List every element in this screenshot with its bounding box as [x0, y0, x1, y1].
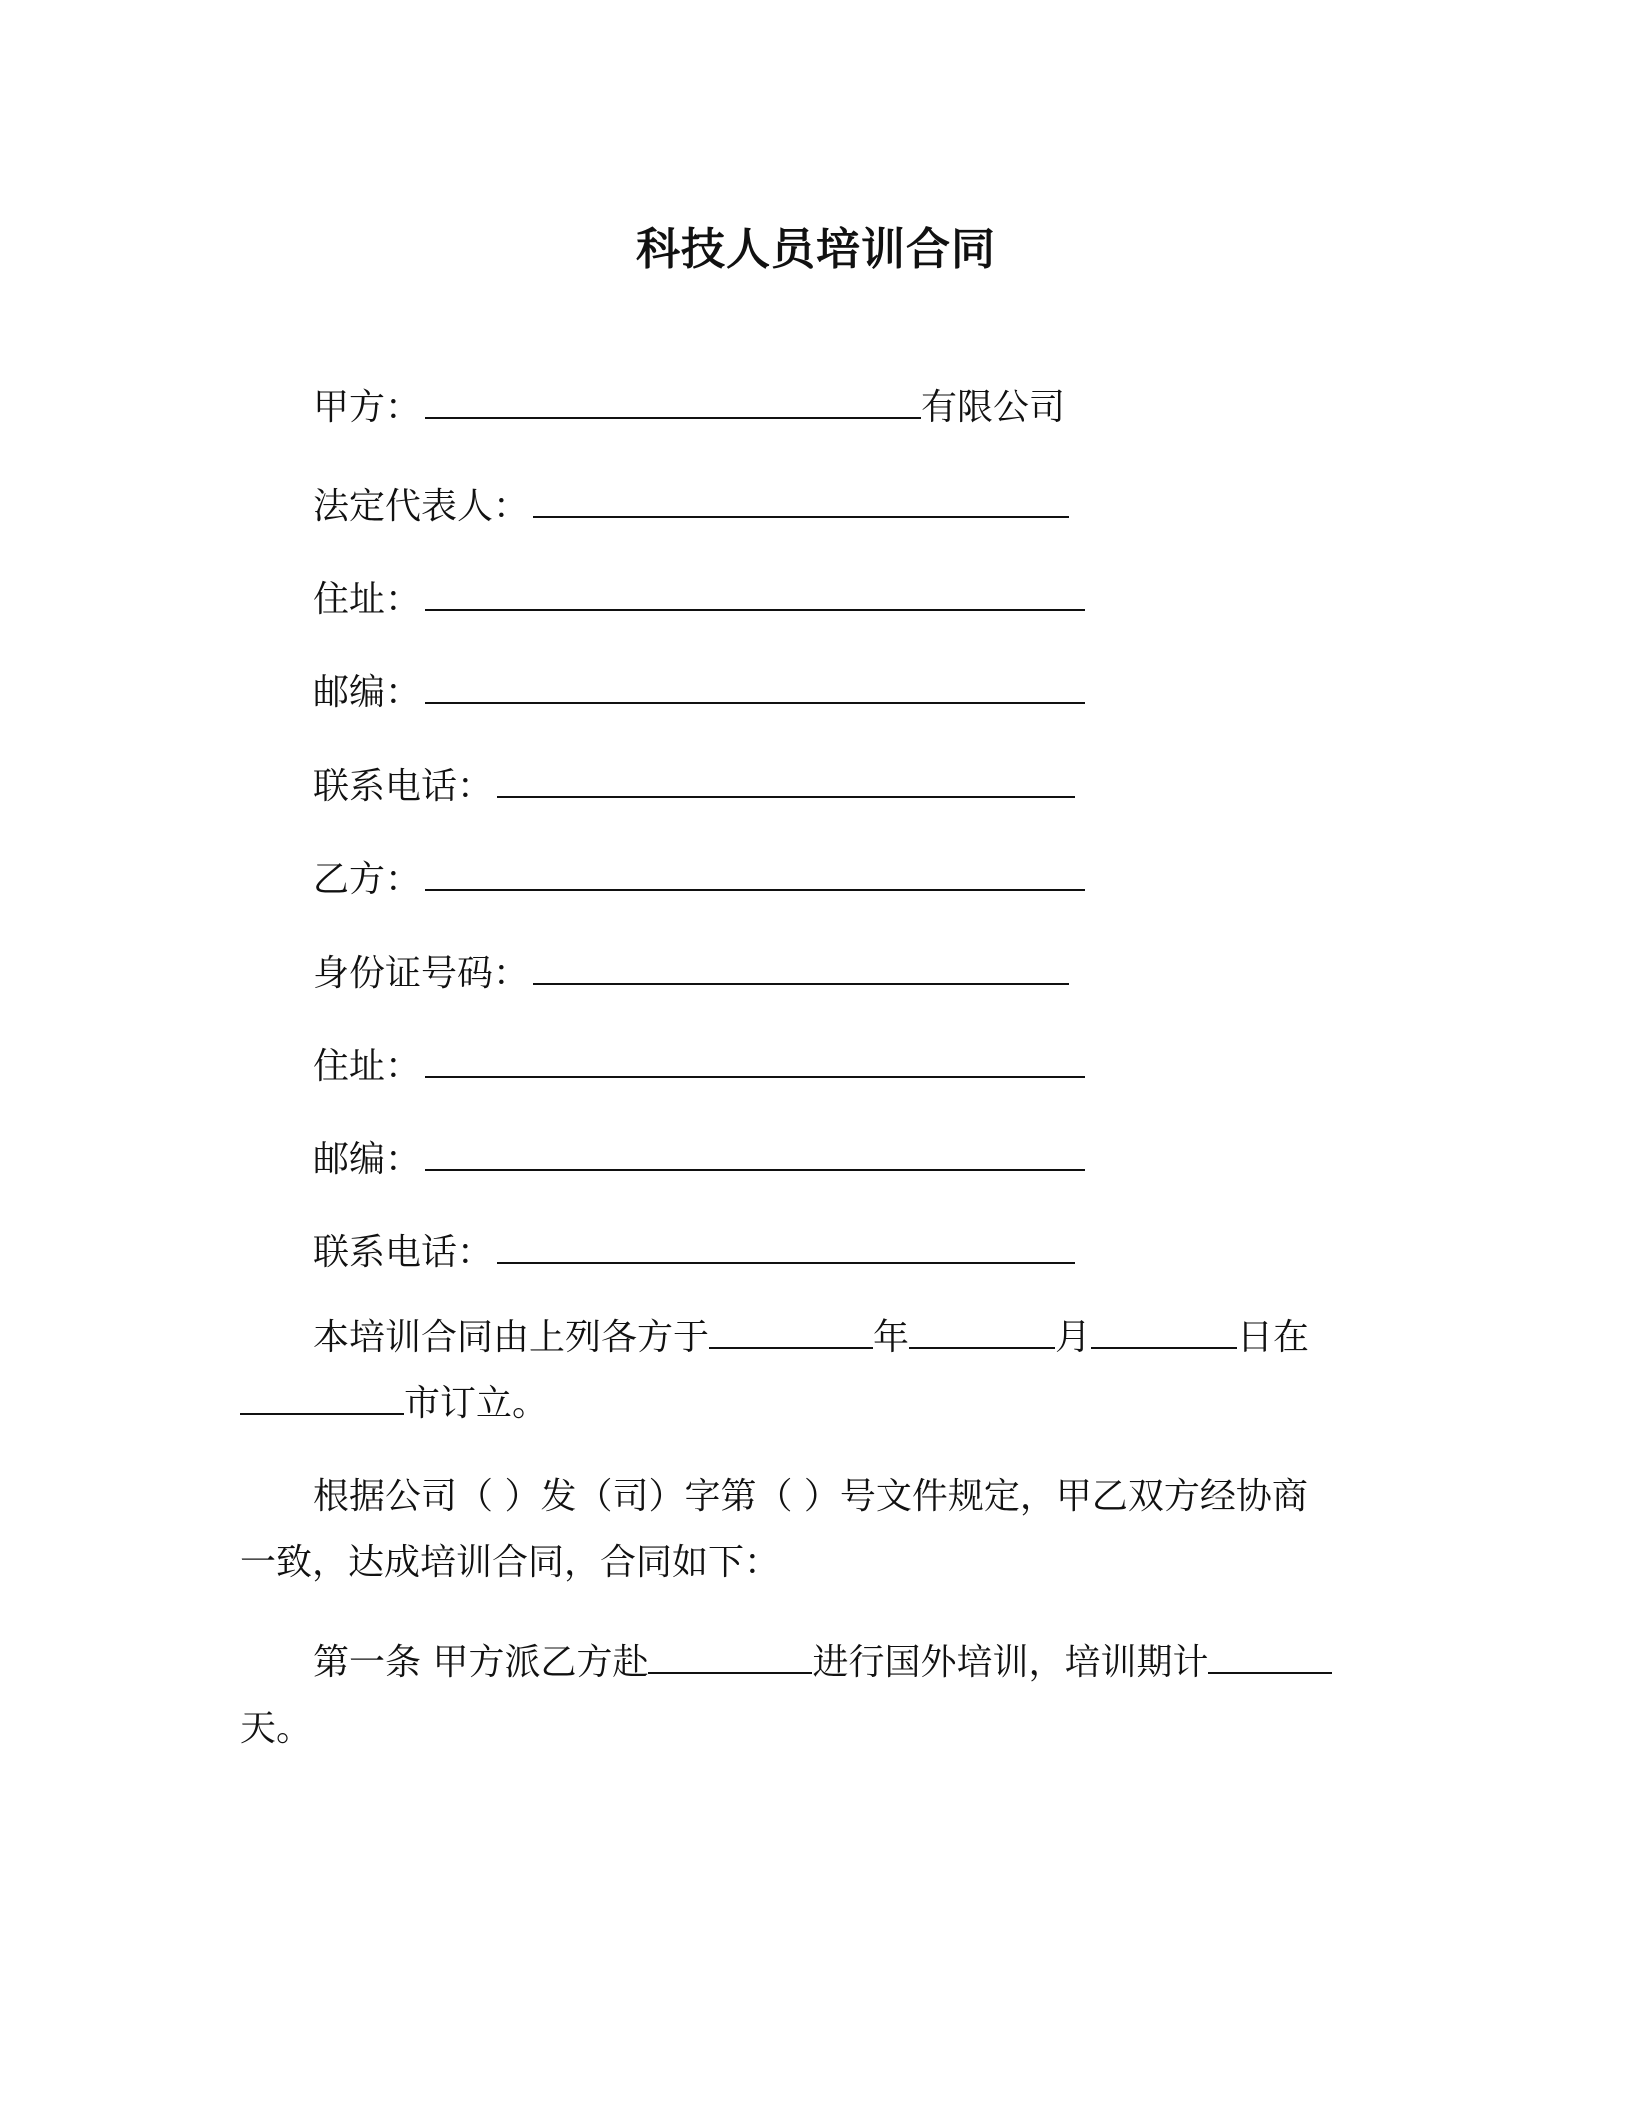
signing-paragraph: [240, 1305, 1380, 1437]
signing-month-label: 月: [1055, 1317, 1092, 1358]
legal-representative-label: 法定代表人：: [313, 486, 530, 527]
party-a-phone-label: 联系电话：: [313, 766, 494, 807]
party-a-address-blank[interactable]: [425, 579, 1085, 611]
signing-city-label: 市订立。: [404, 1383, 549, 1424]
signing-day-label: 日在: [1237, 1317, 1310, 1358]
signing-year-label: 年: [873, 1317, 910, 1358]
signing-year-blank[interactable]: [709, 1317, 873, 1349]
party-b-label: 乙方：: [313, 859, 422, 900]
party-a-phone-field: [313, 763, 1075, 811]
legal-representative-field: [313, 483, 1069, 531]
signing-month-blank[interactable]: [909, 1317, 1055, 1349]
party-b-phone-blank[interactable]: [497, 1232, 1075, 1264]
party-b-address-label: 住址：: [313, 1046, 422, 1087]
training-location-blank[interactable]: [648, 1642, 812, 1674]
article-1-text-1: 第一条 甲方派乙方赴: [313, 1642, 649, 1683]
id-number-label: 身份证号码：: [313, 953, 530, 994]
party-b-field: [313, 856, 1085, 904]
party-a-suffix: 有限公司: [921, 387, 1066, 428]
party-a-blank[interactable]: [425, 387, 921, 419]
party-b-postcode-label: 邮编：: [313, 1139, 422, 1180]
party-a-phone-blank[interactable]: [497, 766, 1075, 798]
article-1-paragraph: [240, 1630, 1380, 1762]
document-title: 科技人员培训合同: [636, 224, 996, 275]
basis-paragraph: [240, 1464, 1380, 1596]
party-b-address-blank[interactable]: [425, 1046, 1085, 1078]
party-a-postcode-blank[interactable]: [425, 672, 1085, 704]
party-b-blank[interactable]: [425, 859, 1085, 891]
signing-text: 本培训合同由上列各方于: [313, 1317, 710, 1358]
signing-line-1: [240, 1305, 1380, 1371]
article-1-text-2: 进行国外培训，培训期计: [812, 1642, 1209, 1683]
basis-line-2: 一致，达成培训合同，合同如下：: [240, 1542, 781, 1583]
basis-line-1: 根据公司（ ）发（司）字第（ ）号文件规定，甲乙双方经协商: [313, 1476, 1308, 1517]
training-days-blank[interactable]: [1208, 1642, 1332, 1674]
article-1-line-1: [240, 1630, 1380, 1696]
party-b-address-field: [313, 1043, 1085, 1091]
legal-representative-blank[interactable]: [533, 486, 1069, 518]
signing-city-blank[interactable]: [240, 1383, 404, 1415]
signing-day-blank[interactable]: [1091, 1317, 1237, 1349]
party-b-phone-label: 联系电话：: [313, 1232, 494, 1273]
party-b-postcode-field: [313, 1136, 1085, 1184]
party-b-phone-field: [313, 1229, 1075, 1277]
id-number-field: [313, 950, 1069, 998]
party-a-address-label: 住址：: [313, 579, 422, 620]
party-b-postcode-blank[interactable]: [425, 1139, 1085, 1171]
party-a-label: 甲方：: [313, 387, 422, 428]
signing-line-2: [240, 1371, 1380, 1437]
party-a-address-field: [313, 576, 1085, 624]
party-a-postcode-field: [313, 669, 1085, 717]
article-1-line-2: 天。: [240, 1708, 313, 1749]
party-a-postcode-label: 邮编：: [313, 672, 422, 713]
party-a-field: [313, 384, 1065, 432]
id-number-blank[interactable]: [533, 953, 1069, 985]
